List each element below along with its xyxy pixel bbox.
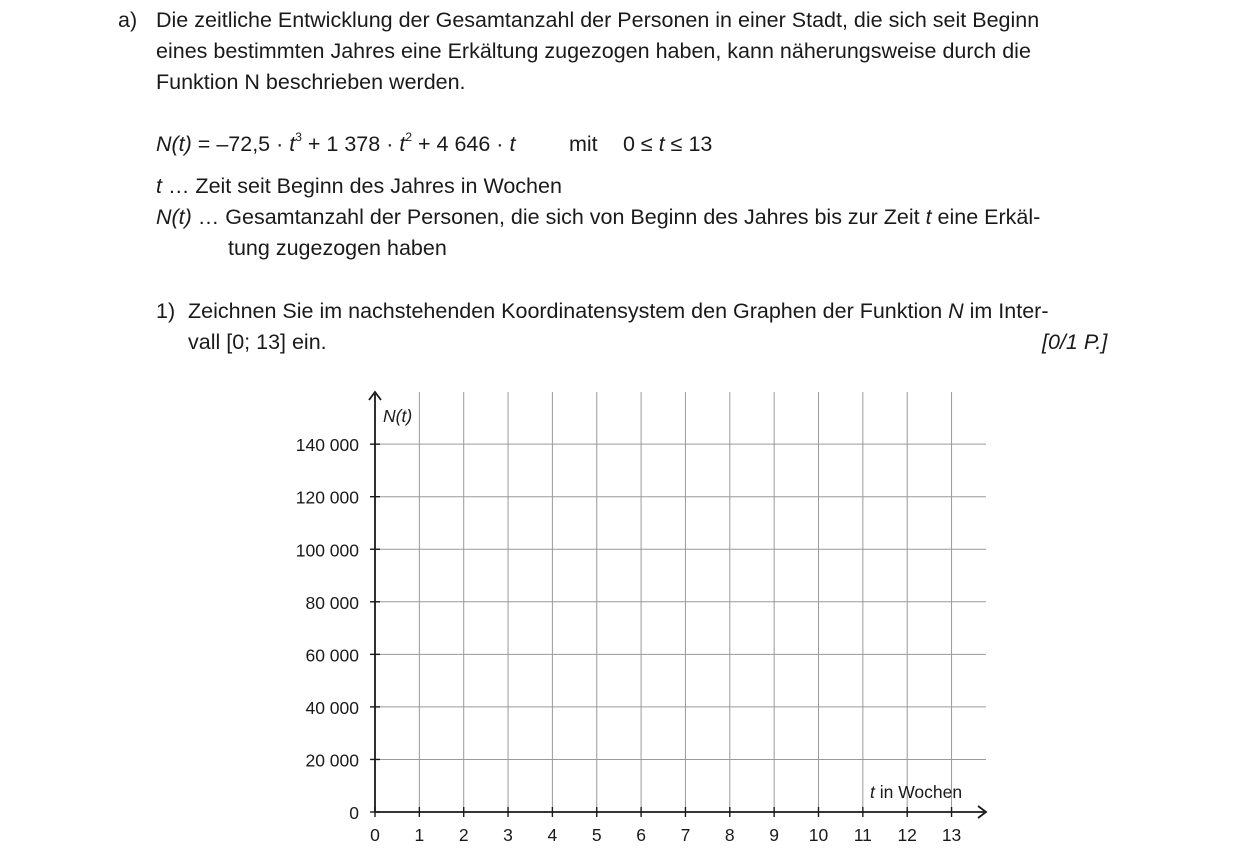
grid bbox=[375, 392, 986, 812]
domain-post: ≤ 13 bbox=[664, 132, 713, 156]
x-axis-label bbox=[870, 782, 962, 802]
legend-t-text: … Zeit seit Beginn des Jahres in Wochen bbox=[161, 174, 562, 198]
points-label: [0/1 P.] bbox=[1042, 330, 1108, 354]
x-tick-label: 0 bbox=[370, 825, 380, 845]
y-tick-label: 80 000 bbox=[305, 592, 359, 613]
x-tick-label: 6 bbox=[636, 825, 646, 845]
legend-n-end: eine Erkäl- bbox=[931, 205, 1041, 229]
y-tick-label: 0 bbox=[349, 803, 359, 823]
y-tick-label: 60 000 bbox=[305, 645, 359, 666]
formula-t1: t bbox=[289, 132, 296, 156]
legend-n-t: t bbox=[925, 205, 932, 229]
y-axis-label: N(t) bbox=[383, 406, 413, 426]
question-text-pre: Zeichnen Sie im nachstehenden Koordinatensystem den Graphen der Funktion bbox=[188, 299, 949, 323]
x-tick-label: 11 bbox=[853, 825, 872, 845]
legend-n-symbol: N(t) bbox=[156, 205, 192, 229]
x-tick-label: 3 bbox=[503, 825, 513, 845]
x-tick-label: 8 bbox=[724, 825, 735, 845]
y-tick-label: 100 000 bbox=[295, 540, 359, 561]
y-tick-label: 140 000 bbox=[295, 435, 359, 456]
y-tick-label: 40 000 bbox=[305, 697, 359, 718]
formula-term1: = –72,5 · bbox=[191, 132, 290, 156]
x-axis-label-text: in Wochen bbox=[874, 782, 963, 802]
formula-t3: t bbox=[509, 132, 516, 156]
question-text-post: im Inter- bbox=[963, 299, 1049, 323]
y-tick-label: 20 000 bbox=[305, 750, 359, 771]
legend-n-line-2: tung zugezogen haben bbox=[228, 236, 447, 260]
x-tick-label: 5 bbox=[591, 825, 602, 845]
formula-mit: mit bbox=[569, 132, 598, 156]
x-tick-label: 2 bbox=[458, 825, 469, 845]
x-tick-label: 13 bbox=[941, 825, 962, 845]
formula-term3: + 4 646 · bbox=[412, 132, 510, 156]
x-tick-label: 9 bbox=[769, 825, 780, 845]
legend-n-text: … Gesamtanzahl der Personen, die sich von Beginn des Jahres bis zur Zeit bbox=[191, 205, 926, 229]
axes bbox=[369, 392, 986, 818]
domain-pre: 0 ≤ bbox=[623, 132, 659, 156]
x-tick-label: 1 bbox=[414, 825, 425, 845]
question-number: 1) bbox=[156, 299, 176, 323]
x-axis-label-symbol: t bbox=[870, 782, 875, 802]
x-tick-label: 7 bbox=[680, 825, 691, 845]
formula-t2: t bbox=[399, 132, 406, 156]
y-tick-label: 120 000 bbox=[295, 487, 359, 508]
ticks bbox=[370, 444, 952, 817]
task-label: a) bbox=[118, 8, 138, 32]
legend-t-symbol: t bbox=[156, 174, 162, 198]
intro-line-2: eines bestimmten Jahres eine Erkältung zugezogen haben, kann näherungsweise durch die bbox=[156, 39, 1031, 63]
formula-exp3: 3 bbox=[295, 130, 302, 144]
formula-term2: + 1 378 · bbox=[301, 132, 400, 156]
x-tick-label: 4 bbox=[547, 825, 558, 845]
x-tick-label: 12 bbox=[897, 825, 917, 845]
question-n: N bbox=[948, 299, 964, 323]
question-line-2: vall [0; 13] ein. bbox=[188, 330, 327, 354]
intro-line-1: Die zeitliche Entwicklung der Gesamtanzahl der Personen in einer Stadt, die sich seit Beginn bbox=[156, 8, 1040, 32]
formula-lhs: N(t) bbox=[156, 132, 192, 156]
formula-exp2: 2 bbox=[405, 130, 413, 144]
x-tick-label: 10 bbox=[808, 825, 829, 845]
domain-t: t bbox=[658, 132, 665, 156]
intro-line-3: Funktion N beschrieben werden. bbox=[156, 70, 466, 94]
